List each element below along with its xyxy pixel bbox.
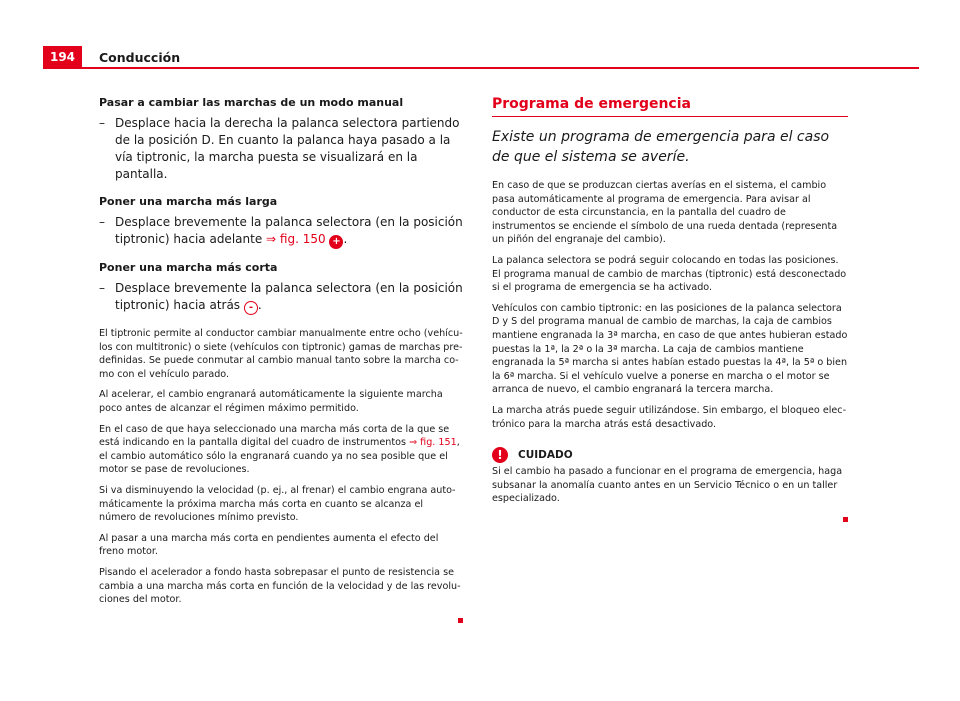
plus-key-icon: + [329, 235, 343, 249]
body-paragraph: En caso de que se produzcan ciertas averías en el sistema, el cambio pasa automáticamente al programa de emergencia. Para avisar al conductor de esta circunstancia, en la pantalla del cuadro de instrumentos se enciende el símbolo de una rueda dentada (representa un piñón del engranaje del cambio). [492, 180, 838, 246]
step-dash: – [99, 116, 105, 130]
body-paragraph: La marcha atrás puede seguir utilizándose. Sin embargo, el bloqueo electrónico para la marcha atrás está desactivado. [492, 404, 847, 430]
step-item [99, 214, 463, 249]
body-paragraph [99, 423, 463, 477]
header-rule [43, 67, 919, 69]
caution-text: Si el cambio ha pasado a funcionar en el programa de emergencia, haga subsanar la anomalía cuanto antes en un Servicio Técnico o en un taller especializado. [492, 466, 843, 505]
body-paragraph: Al pasar a una marcha más corta en pendientes aumenta el efecto del freno motor. [99, 532, 439, 558]
section-title: Programa de emergencia [492, 96, 848, 117]
chapter-title: Conducción [99, 50, 181, 65]
section-heading-downshift: Poner una marcha más corta [99, 261, 278, 274]
body-paragraph: Pisando el acelerador a fondo hasta sobrepasar el punto de resistencia se cambia a una marcha más corta en función de la velocidad y de las revoluciones del motor. [99, 566, 461, 606]
body-paragraph: La palanca selectora se podrá seguir colocando en todas las posiciones. El programa manual de cambio de marchas (tiptronic) está desconectado si el programa de emergencia se ha activado. [492, 254, 847, 294]
step-text: Desplace brevemente la palanca selectora (en la posición tiptronic) hacia adelante ⇒ fig. 150 + . [115, 215, 463, 247]
step-dash: – [99, 281, 105, 295]
figure-link[interactable]: ⇒ fig. 151 [409, 437, 457, 449]
caution-header [492, 447, 848, 463]
step-text-part: Desplace brevemente la palanca selectora (en la posición tiptronic) hacia adelante [115, 215, 463, 246]
step-text: Desplace hacia la derecha la palanca selectora partiendo de la posición D. En cuanto la palanca haya pasado a la vía tiptronic, la marcha puesta se visualizará en la pantalla. [115, 116, 460, 181]
section-subtitle: Existe un programa de emergencia para el caso de que el sistema se averíe. [492, 129, 830, 165]
figure-link[interactable]: ⇒ fig. 150 [266, 232, 326, 246]
step-dash: – [99, 215, 105, 229]
section-heading-manual: Pasar a cambiar las marchas de un modo manual [99, 96, 404, 109]
right-column [492, 96, 848, 526]
section-end-marker [458, 618, 463, 623]
body-paragraph: Vehículos con cambio tiptronic: en las posiciones de la palanca selectora D y S del programa manual de cambio de marchas, la caja de cambios mantiene engranada la 3ª marcha, en caso de que antes hubieran estado puestas la 1ª, la 2ª o la 3ª marcha. La caja de cambios mantiene engranada la 5ª marcha si antes habían estado puestas la 4ª, la 5ª o bien la 6ª marcha. Si el vehículo vuelve a ponerse en marcha o el motor se arranca de nuevo, el cambio engranará la tercera marcha. [492, 302, 848, 396]
step-item [99, 115, 463, 183]
paragraph-text: En el caso de que haya seleccionado una marcha más corta de la que se está indicando en la pantalla digital del cuadro de instrumentos [99, 423, 450, 449]
page-number: 194 [43, 46, 82, 68]
step-text: Desplace brevemente la palanca selectora (en la posición tiptronic) hacia atrás - . [115, 281, 463, 313]
step-item [99, 280, 463, 315]
paragraph-text: , el cambio automático sólo la engranará cuando ya no sea posible que el motor se pase de revoluciones. [99, 437, 460, 476]
body-paragraph: Si va disminuyendo la velocidad (p. ej., al frenar) el cambio engrana automáticamente la próxima marcha más corta en cuanto se alcanza el número de revoluciones mínimo previsto. [99, 484, 456, 524]
body-paragraph: El tiptronic permite al conductor cambiar manualmente entre ocho (vehículos con multitronic) o siete (vehículos con tiptronic) gamas de marchas predefinidas. Se puede conmutar al cambio manual tanto sobre la marcha como con el vehículo parado. [99, 328, 463, 380]
section-heading-upshift: Poner una marcha más larga [99, 195, 278, 208]
caution-title: CUIDADO [518, 449, 573, 462]
minus-key-icon: - [244, 301, 258, 315]
section-end-marker [843, 517, 848, 522]
step-text-part: Desplace brevemente la palanca selectora (en la posición tiptronic) hacia atrás [115, 281, 463, 312]
body-paragraph: Al acelerar, el cambio engranará automáticamente la siguiente marcha poco antes de alcanzar el régimen máximo permitido. [99, 389, 443, 414]
left-column [99, 96, 463, 627]
caution-icon: ! [492, 447, 508, 463]
